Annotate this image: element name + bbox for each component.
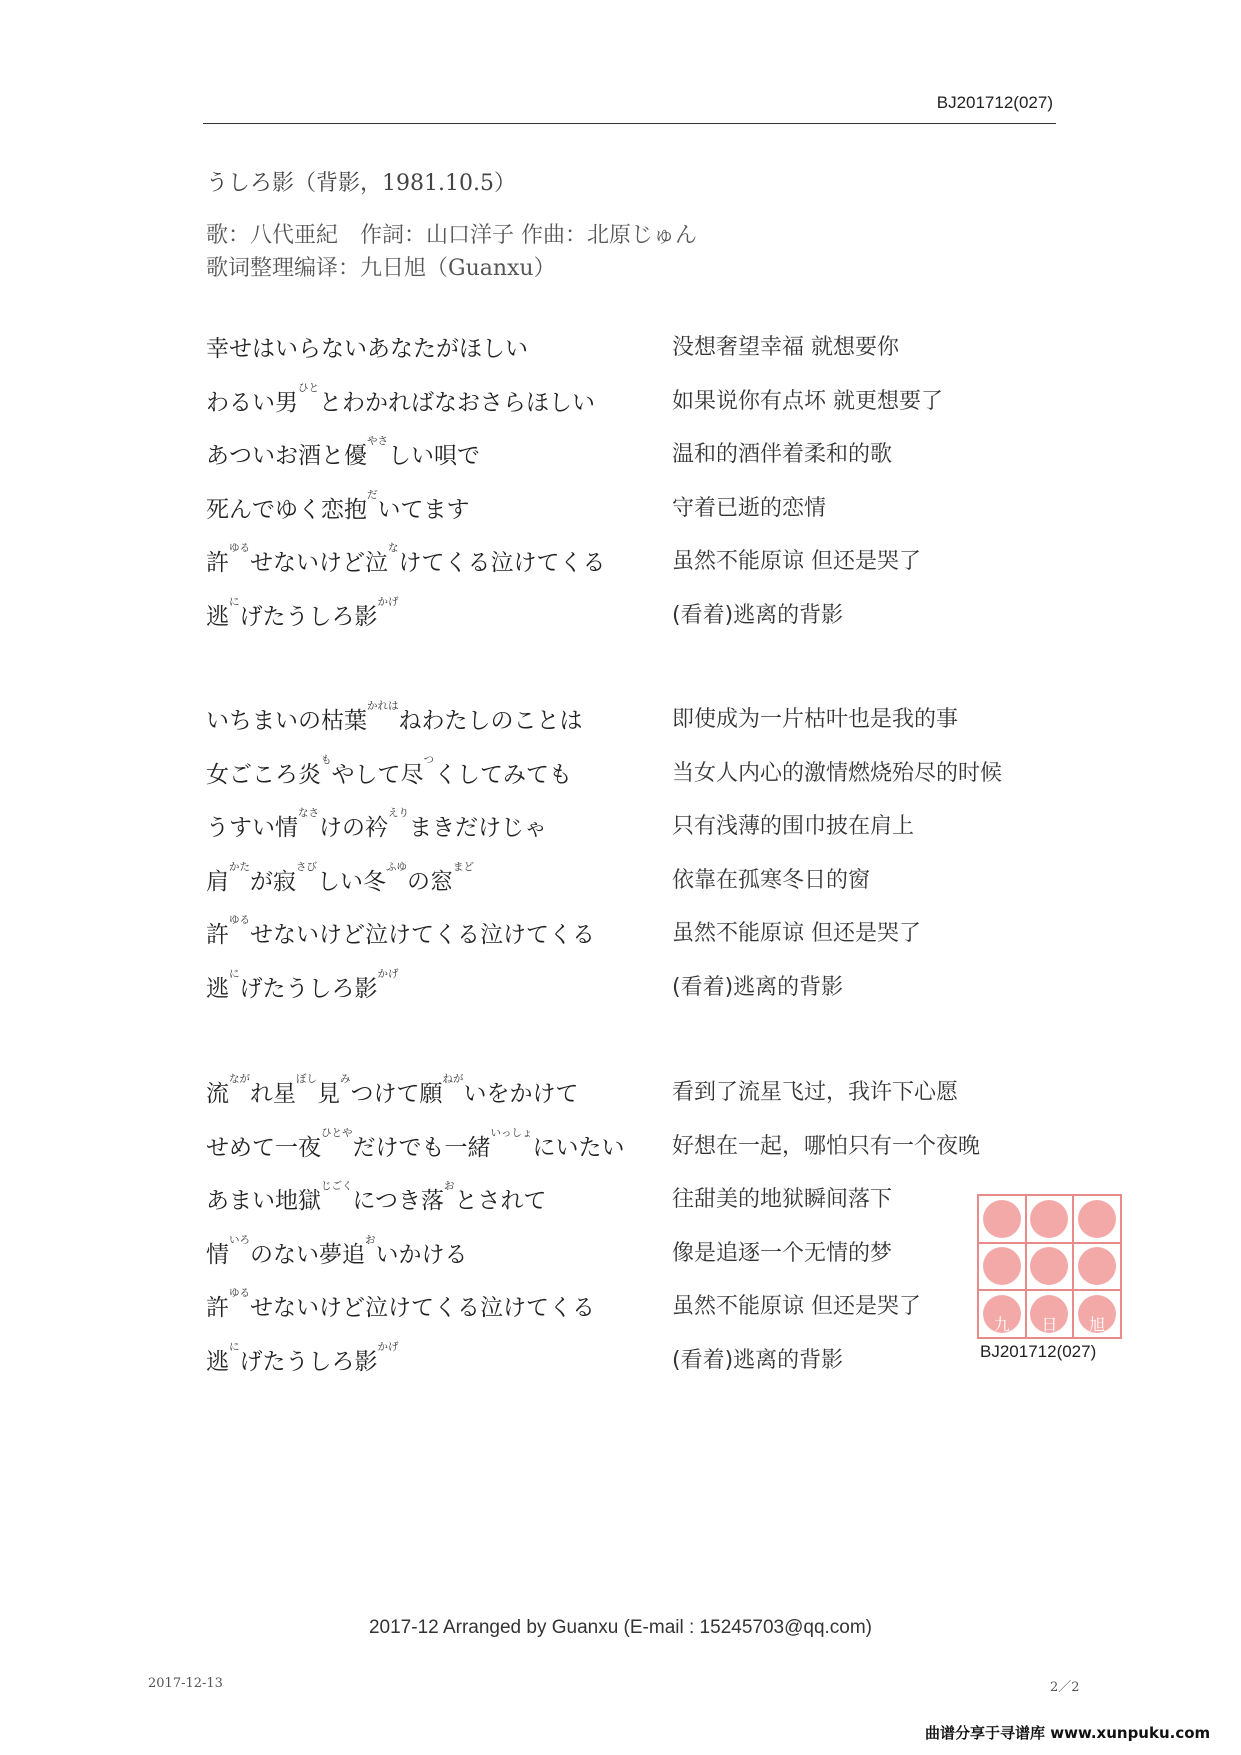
kanji-with-furigana xyxy=(342,1233,376,1269)
lyric-text xyxy=(388,437,480,470)
kanji-with-furigana xyxy=(354,595,399,631)
lyric-base-text: けの xyxy=(319,815,365,841)
lyric-text xyxy=(240,970,355,1003)
lyric-base-text: 枯葉 xyxy=(321,708,367,734)
lyric-text xyxy=(206,756,298,789)
kanji-with-furigana xyxy=(421,1182,455,1215)
lyric-base-text: 追 xyxy=(342,1241,365,1268)
japanese-lyric xyxy=(206,330,528,363)
lyric-line xyxy=(206,595,1066,638)
lyric-base-text: けてくる泣けてくる xyxy=(398,550,606,576)
lyric-base-text: 逃 xyxy=(206,1348,229,1375)
lyric-base-text: 影 xyxy=(354,975,378,1002)
lyric-text xyxy=(206,1182,275,1215)
japanese-lyric xyxy=(206,544,606,577)
chinese-translation: 守着已逝的恋情 xyxy=(672,495,827,521)
chinese-translation: 只有浅薄的围巾披在肩上 xyxy=(672,814,915,839)
header-code: BJ201712(027) xyxy=(936,93,1053,112)
furigana: いろ xyxy=(229,1233,250,1246)
furigana: まど xyxy=(453,860,474,873)
lyric-text xyxy=(250,544,365,577)
lyric-text xyxy=(206,330,528,363)
lyric-base-text: あまい xyxy=(206,1188,275,1214)
lyric-line xyxy=(206,860,1066,903)
lyric-text xyxy=(206,809,275,842)
kanji-with-furigana xyxy=(430,860,474,896)
seal-code: BJ201712(027) xyxy=(980,1342,1097,1361)
japanese-lyric xyxy=(206,1182,547,1215)
chinese-translation: 即使成为一片枯叶也是我的事 xyxy=(672,707,959,732)
japanese-lyric xyxy=(206,1340,399,1376)
kanji-with-furigana xyxy=(275,1126,353,1162)
furigana: に xyxy=(229,595,240,608)
japanese-lyric xyxy=(206,702,583,735)
kanji-with-furigana xyxy=(273,1075,317,1108)
seal-character: 九 xyxy=(993,1315,1010,1334)
lyric-line xyxy=(206,1289,1066,1329)
lyric-base-text: 炎 xyxy=(298,761,321,788)
japanese-lyric xyxy=(206,860,474,896)
lyric-base-text: 星 xyxy=(273,1081,296,1107)
lyric-base-text: 衿 xyxy=(365,815,388,841)
lyric-line xyxy=(206,1233,1066,1276)
lyric-base-text: 男 xyxy=(275,389,298,416)
lyric-base-text: せないけど泣けてくる泣けてくる xyxy=(250,1295,595,1321)
furigana: に xyxy=(229,967,240,980)
kanji-with-furigana xyxy=(321,702,399,735)
japanese-lyric xyxy=(206,437,480,470)
seal-cell xyxy=(978,1243,1026,1291)
kanji-with-furigana xyxy=(344,488,378,524)
seal-cell xyxy=(1026,1243,1074,1291)
lyric-base-text: とされて xyxy=(454,1188,547,1214)
lyric-base-text: 尽 xyxy=(400,761,424,788)
furigana: ひと xyxy=(298,381,319,394)
footer-date: 2017-12-13 xyxy=(148,1676,223,1691)
furigana: だ xyxy=(367,488,378,501)
lyric-base-text: 情 xyxy=(275,815,298,841)
seal-cell xyxy=(1073,1195,1121,1243)
seal-dot xyxy=(983,1200,1021,1238)
lyric-text xyxy=(250,916,595,949)
kanji-with-furigana xyxy=(363,860,407,896)
kanji-with-furigana xyxy=(206,1233,250,1269)
seal-cell xyxy=(1073,1243,1121,1291)
lyric-base-text: わるい xyxy=(206,389,275,416)
lyric-base-text: のない夢 xyxy=(250,1241,342,1268)
japanese-lyric xyxy=(206,809,547,842)
lyric-text xyxy=(378,491,470,524)
lyric-base-text: せめて xyxy=(206,1134,275,1161)
kanji-with-furigana xyxy=(298,753,332,789)
lyric-base-text: 死んでゆく恋 xyxy=(206,496,344,523)
lyric-base-text: ねわたしのことは xyxy=(398,708,583,734)
lyric-base-text: まきだけじゃ xyxy=(409,815,547,841)
japanese-lyric xyxy=(206,1289,595,1322)
lyric-line xyxy=(206,916,1066,956)
kanji-with-furigana xyxy=(344,437,388,470)
furigana: ゆる xyxy=(229,914,250,926)
lyric-base-text: くしてみても xyxy=(434,761,572,788)
japanese-lyric xyxy=(206,1233,468,1269)
chinese-translation: 温和的酒伴着柔和的歌 xyxy=(672,442,893,467)
song-title: うしろ影（背影，1981.10.5） xyxy=(206,171,516,196)
seal-cell xyxy=(1026,1290,1074,1338)
chinese-translation: 好想在一起，哪怕只有一个夜晚 xyxy=(672,1133,981,1159)
lyric-base-text: げたうしろ xyxy=(239,975,355,1002)
chinese-translation: (看着)逃离的背影 xyxy=(672,1347,844,1373)
footer-site: 曲谱分享于寻谱库 www.xunpuku.com xyxy=(925,1724,1211,1742)
furigana: かげ xyxy=(377,967,399,980)
lyric-text xyxy=(319,384,595,417)
seal-cell xyxy=(978,1290,1026,1338)
header-rule xyxy=(203,123,1056,124)
lyric-base-text: 寂 xyxy=(273,868,296,895)
furigana: えり xyxy=(388,807,409,819)
lyric-base-text: 優 xyxy=(344,443,367,469)
lyric-text xyxy=(206,702,321,735)
chinese-translation: 虽然不能原谅 但还是哭了 xyxy=(672,549,921,574)
japanese-lyric xyxy=(206,595,399,631)
lyric-text xyxy=(206,1129,275,1162)
lyric-line xyxy=(206,437,1066,477)
lyric-line xyxy=(206,753,1066,796)
furigana: いっしょ xyxy=(490,1126,533,1139)
lyric-base-text: 流 xyxy=(206,1081,229,1107)
lyric-text xyxy=(407,863,430,896)
japanese-lyric xyxy=(206,488,470,524)
lyric-base-text: 逃 xyxy=(206,603,229,630)
lyric-base-text: 許 xyxy=(206,1295,229,1321)
furigana: なさ xyxy=(298,807,319,819)
furigana: み xyxy=(340,1073,351,1085)
kanji-with-furigana xyxy=(275,809,319,842)
seal-character: 旭 xyxy=(1089,1315,1106,1334)
furigana: ふゆ xyxy=(386,860,407,873)
kanji-with-furigana xyxy=(354,967,399,1003)
lyric-text xyxy=(376,1236,468,1269)
lyric-base-text: げたうしろ xyxy=(239,603,355,630)
lyric-base-text: だけでも xyxy=(352,1134,445,1161)
lyric-base-text: いちまいの xyxy=(206,708,321,734)
seal-dot xyxy=(1030,1200,1068,1238)
furigana: な xyxy=(388,542,399,554)
lyric-line xyxy=(206,544,1066,584)
lyric-base-text: れ xyxy=(250,1081,273,1107)
seal-dot xyxy=(1078,1200,1116,1238)
lyric-text xyxy=(434,756,572,789)
lyric-line xyxy=(206,488,1066,531)
kanji-with-furigana xyxy=(365,809,409,842)
furigana: つ xyxy=(423,753,434,766)
kanji-with-furigana xyxy=(365,544,399,577)
kanji-with-furigana xyxy=(206,1289,250,1322)
song-credits: 歌：八代亜紀 作詞：山口洋子 作曲：北原じゅん xyxy=(206,223,697,248)
furigana: かげ xyxy=(377,1340,399,1353)
japanese-lyric xyxy=(206,1126,625,1162)
kanji-with-furigana xyxy=(206,1075,250,1108)
lyric-base-text: いてます xyxy=(377,496,470,523)
kanji-with-furigana xyxy=(206,860,250,896)
lyric-line xyxy=(206,967,1066,1010)
lyric-text xyxy=(399,702,583,735)
lyric-text xyxy=(351,1075,420,1108)
furigana: じごく xyxy=(321,1180,353,1192)
lyric-base-text: しい xyxy=(317,868,363,895)
lyric-base-text: 冬 xyxy=(363,868,386,895)
seal-dot xyxy=(983,1247,1021,1285)
lyric-line xyxy=(206,330,1066,370)
lyric-base-text: 女ごころ xyxy=(206,761,298,788)
chinese-translation: (看着)逃离的背影 xyxy=(672,602,844,628)
lyric-base-text: げたうしろ xyxy=(239,1348,355,1375)
lyric-text xyxy=(399,544,606,577)
seal-dot xyxy=(1078,1247,1116,1285)
furigana: かた xyxy=(229,860,250,873)
lyric-base-text: 逃 xyxy=(206,975,229,1002)
lyric-base-text: しい唄で xyxy=(388,443,480,469)
furigana: ひとや xyxy=(321,1126,353,1139)
footer-page-number: 2／2 xyxy=(1050,1680,1080,1695)
furigana: なが xyxy=(229,1073,250,1085)
lyric-base-text: あついお酒と xyxy=(206,443,344,469)
footer-arranged: 2017-12 Arranged by Guanxu (E-mail : 15245703@qq.com) xyxy=(368,1617,873,1638)
lyric-base-text: にいたい xyxy=(532,1134,625,1161)
furigana: お xyxy=(444,1180,455,1192)
kanji-with-furigana xyxy=(444,1126,533,1162)
lyric-base-text: が xyxy=(250,868,273,895)
furigana: かれは xyxy=(367,700,399,712)
lyric-text xyxy=(250,1075,273,1108)
kanji-with-furigana xyxy=(275,381,319,417)
lyric-text xyxy=(455,1182,547,1215)
furigana: さび xyxy=(296,860,317,873)
chinese-translation: 虽然不能原谅 但还是哭了 xyxy=(672,921,921,946)
kanji-with-furigana xyxy=(400,753,435,789)
furigana: ゆる xyxy=(229,1287,250,1299)
lyric-text xyxy=(240,598,355,631)
lyric-base-text: つけて xyxy=(350,1081,420,1107)
kanji-with-furigana xyxy=(206,595,240,631)
lyric-text xyxy=(409,809,547,842)
kanji-with-furigana xyxy=(206,544,250,577)
lyric-text xyxy=(317,863,363,896)
lyric-line xyxy=(206,809,1066,849)
lyric-base-text: 泣 xyxy=(365,550,388,576)
chinese-translation: 没想奢望幸福 就想要你 xyxy=(672,335,899,360)
japanese-lyric xyxy=(206,1075,579,1108)
lyric-base-text: 抱 xyxy=(344,496,367,523)
lyric-base-text: せないけど xyxy=(250,550,365,576)
lyric-base-text: 情 xyxy=(206,1241,229,1268)
lyric-text xyxy=(250,1236,342,1269)
lyric-text xyxy=(353,1129,445,1162)
chinese-translation: 虽然不能原谅 但还是哭了 xyxy=(672,1294,921,1319)
lyric-base-text: 影 xyxy=(354,603,378,630)
furigana: ねが xyxy=(442,1073,464,1085)
lyric-base-text: いかける xyxy=(375,1241,468,1268)
japanese-lyric xyxy=(206,967,399,1003)
lyric-text xyxy=(250,1289,595,1322)
lyric-line xyxy=(206,1126,1066,1169)
chinese-translation: (看着)逃离的背影 xyxy=(672,974,844,1000)
furigana: ぼし xyxy=(296,1073,317,1085)
lyric-base-text: 許 xyxy=(206,550,229,576)
lyric-text xyxy=(332,756,401,789)
kanji-with-furigana xyxy=(275,1182,353,1215)
chinese-translation: 如果说你有点坏 就更想要了 xyxy=(672,388,943,414)
chinese-translation: 往甜美的地狱瞬间落下 xyxy=(672,1187,893,1212)
lyric-base-text: 一緒 xyxy=(444,1134,491,1161)
lyric-base-text: いをかけて xyxy=(463,1081,579,1107)
japanese-lyric xyxy=(206,381,595,417)
chinese-translation: 像是追逐一个无情的梦 xyxy=(672,1240,893,1266)
furigana: かげ xyxy=(377,595,399,608)
lyric-line xyxy=(206,1075,1066,1115)
lyric-base-text: 落 xyxy=(421,1188,445,1214)
furigana: ゆる xyxy=(229,542,250,554)
lyric-text xyxy=(206,384,275,417)
lyric-base-text: の xyxy=(407,868,430,895)
kanji-with-furigana xyxy=(206,916,250,949)
lyric-base-text: うすい xyxy=(206,815,275,841)
kanji-with-furigana xyxy=(206,1340,240,1376)
furigana: も xyxy=(321,753,332,766)
lyric-base-text: 窓 xyxy=(430,868,453,895)
lyric-line xyxy=(206,702,1066,742)
lyric-base-text: 見 xyxy=(317,1081,340,1107)
seal-dot xyxy=(1030,1247,1068,1285)
kanji-with-furigana xyxy=(273,860,317,896)
seal-stamp xyxy=(977,1194,1122,1339)
seal-cell xyxy=(1073,1290,1121,1338)
chinese-translation: 看到了流星飞过，我许下心愿 xyxy=(672,1080,959,1105)
lyric-text xyxy=(206,437,344,470)
lyric-line xyxy=(206,381,1066,424)
seal-character: 日 xyxy=(1041,1315,1058,1334)
lyric-base-text: につき xyxy=(352,1188,422,1214)
japanese-lyric xyxy=(206,753,572,789)
furigana: やさ xyxy=(367,435,388,447)
seal-cell xyxy=(978,1195,1026,1243)
lyric-text xyxy=(464,1075,579,1108)
kanji-with-furigana xyxy=(317,1075,351,1108)
lyric-base-text: 地獄 xyxy=(275,1188,321,1214)
lyric-text xyxy=(533,1129,625,1162)
seal-cell xyxy=(1026,1195,1074,1243)
lyric-text xyxy=(206,491,344,524)
lyric-line xyxy=(206,1182,1066,1222)
lyric-base-text: 願 xyxy=(419,1081,443,1107)
lyric-text xyxy=(240,1343,355,1376)
lyric-text xyxy=(353,1182,422,1215)
lyric-base-text: 影 xyxy=(354,1348,378,1375)
lyric-base-text: 幸せはいらないあなたがほしい xyxy=(206,336,528,362)
furigana: お xyxy=(365,1233,376,1246)
translator-credit: 歌词整理编译：九日旭（Guanxu） xyxy=(206,256,556,281)
lyric-base-text: 肩 xyxy=(206,868,229,895)
chinese-translation: 依靠在孤寒冬日的窗 xyxy=(672,867,871,893)
lyric-text xyxy=(319,809,365,842)
lyric-base-text: せないけど泣けてくる泣けてくる xyxy=(250,922,595,948)
kanji-with-furigana xyxy=(206,967,240,1003)
lyric-text xyxy=(250,863,273,896)
chinese-translation: 当女人内心的激情燃烧殆尽的时候 xyxy=(672,760,1003,786)
lyric-base-text: 許 xyxy=(206,922,229,948)
lyric-base-text: やして xyxy=(331,761,401,788)
kanji-with-furigana xyxy=(420,1075,464,1108)
japanese-lyric xyxy=(206,916,595,949)
lyric-base-text: 一夜 xyxy=(275,1134,321,1161)
lyric-line xyxy=(206,1340,1066,1383)
furigana: に xyxy=(229,1340,240,1353)
lyric-base-text: とわかればなおさらほしい xyxy=(319,389,595,416)
kanji-with-furigana xyxy=(354,1340,399,1376)
